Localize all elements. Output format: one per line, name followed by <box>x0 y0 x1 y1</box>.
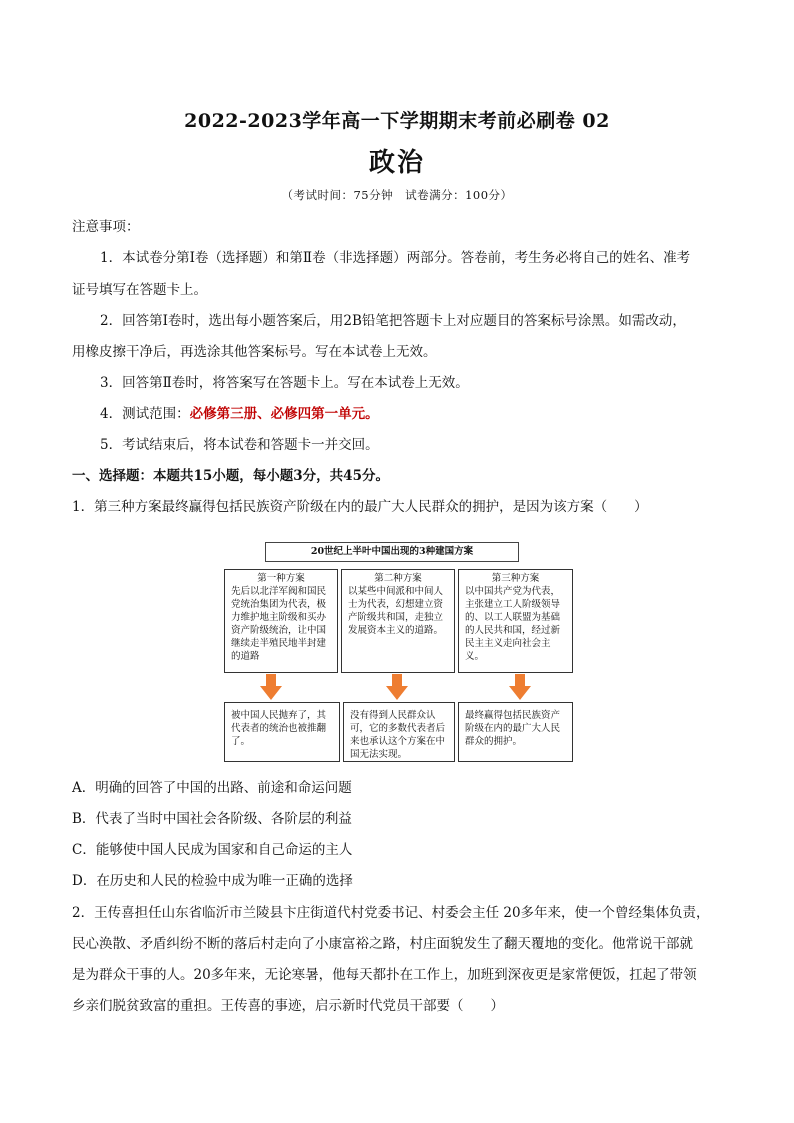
plan-3-box <box>458 569 573 673</box>
question-2-line-3: 是为群众干事的人。20多年来，无论寒暑，他每天都扑在工作上，加班到深夜更是家常便饭，扛起了带领 <box>72 967 697 983</box>
plan-2-down-arrow-icon <box>386 674 408 700</box>
plan-2-box <box>341 569 455 673</box>
exam-info: （考试时间：75分钟 试卷满分：100分） <box>281 188 513 202</box>
notice-item-4 <box>100 404 379 424</box>
question-1-option-b: B．代表了当时中国社会各阶级、各阶层的利益 <box>72 811 352 827</box>
question-2-line-1: 2．王传喜担任山东省临沂市兰陵县卞庄街道代村党委书记、村委会主任 20多年来，使一个曾经集体负责， <box>72 905 710 921</box>
plan-1-result: 被中国人民抛弃了，其代表者的统治也被推翻了。 <box>231 710 327 747</box>
plan-1-name: 第一种方案 <box>257 573 305 584</box>
notice-item-2-line-1: 2．回答第Ⅰ卷时，选出每小题答案后，用2B铅笔把答题卡上对应题目的答案标号涂黑。如需改动， <box>100 313 686 329</box>
plan-2-result-box <box>343 702 455 762</box>
notice-heading: 注意事项： <box>72 219 140 235</box>
plan-1-down-arrow-icon <box>260 674 282 700</box>
plan-3-name: 第三种方案 <box>491 573 540 584</box>
plan-2-name: 第二种方案 <box>374 573 422 584</box>
plan-3-result-box <box>458 702 573 762</box>
notice-item-1-line-2: 证号填写在答题卡上。 <box>72 282 207 298</box>
question-2-line-4: 乡亲们脱贫致富的重担。王传喜的事迹，启示新时代党员干部要（ ） <box>72 998 504 1014</box>
exam-title: 2022-2023学年高一下学期期末考前必刷卷 02 <box>184 110 610 132</box>
plan-2-desc: 以某些中间派和中间人士为代表，幻想建立资产阶级共和国，走独立发展资本主义的道路。 <box>348 586 444 636</box>
plan-1-result-box <box>224 702 340 762</box>
notice-item-2-line-2: 用橡皮擦干净后，再选涂其他答案标号。写在本试卷上无效。 <box>72 344 437 360</box>
question-2-line-2: 民心涣散、矛盾纠纷不断的落后村走向了小康富裕之路，村庄面貌发生了翻天覆地的变化。他常说干部就 <box>72 936 693 952</box>
section-1-heading: 一、选择题：本题共15小题，每小题3分，共45分。 <box>72 468 389 484</box>
plan-1-box <box>224 569 338 673</box>
diagram-title: 20世纪上半叶中国出现的3种建国方案 <box>265 542 519 562</box>
notice-item-5: 5．考试结束后，将本试卷和答题卡一并交回。 <box>100 437 379 453</box>
question-1-stem: 1．第三种方案最终赢得包括民族资产阶级在内的最广大人民群众的拥护，是因为该方案（ ） <box>72 499 648 515</box>
plan-3-desc: 以中国共产党为代表，主张建立工人阶级领导的、以工人联盟为基础的人民共和国，经过新民主主义走向社会主义。 <box>465 586 561 662</box>
plan-1-desc: 先后以北洋军阀和国民党统治集团为代表，极力维护地主阶级和买办资产阶级统治，让中国继续走半殖民地半封建的道路 <box>231 586 327 662</box>
question-1-option-c: C．能够使中国人民成为国家和自己命运的主人 <box>72 842 353 858</box>
notice-item-4-scope: 必修第三册、必修四第一单元。 <box>189 406 379 422</box>
notice-item-1-line-1: 1．本试卷分第Ⅰ卷（选择题）和第Ⅱ卷（非选择题）两部分。答卷前，考生务必将自己的姓名、准考 <box>100 250 691 266</box>
plan-3-result: 最终赢得包括民族资产阶级在内的最广大人民群众的拥护。 <box>465 710 561 747</box>
plan-2-result: 没有得到人民群众认可，它的多数代表者后来也承认这个方案在中国无法实现。 <box>350 710 446 760</box>
question-1-option-d: D．在历史和人民的检验中成为唯一正确的选择 <box>72 873 353 889</box>
notice-item-3: 3．回答第Ⅱ卷时，将答案写在答题卡上。写在本试卷上无效。 <box>100 375 469 391</box>
notice-item-4-prefix: 4．测试范围： <box>100 406 190 422</box>
subject-title: 政治 <box>368 148 425 178</box>
plan-3-down-arrow-icon <box>509 674 531 700</box>
question-1-option-a: A．明确的回答了中国的出路、前途和命运问题 <box>72 780 352 796</box>
